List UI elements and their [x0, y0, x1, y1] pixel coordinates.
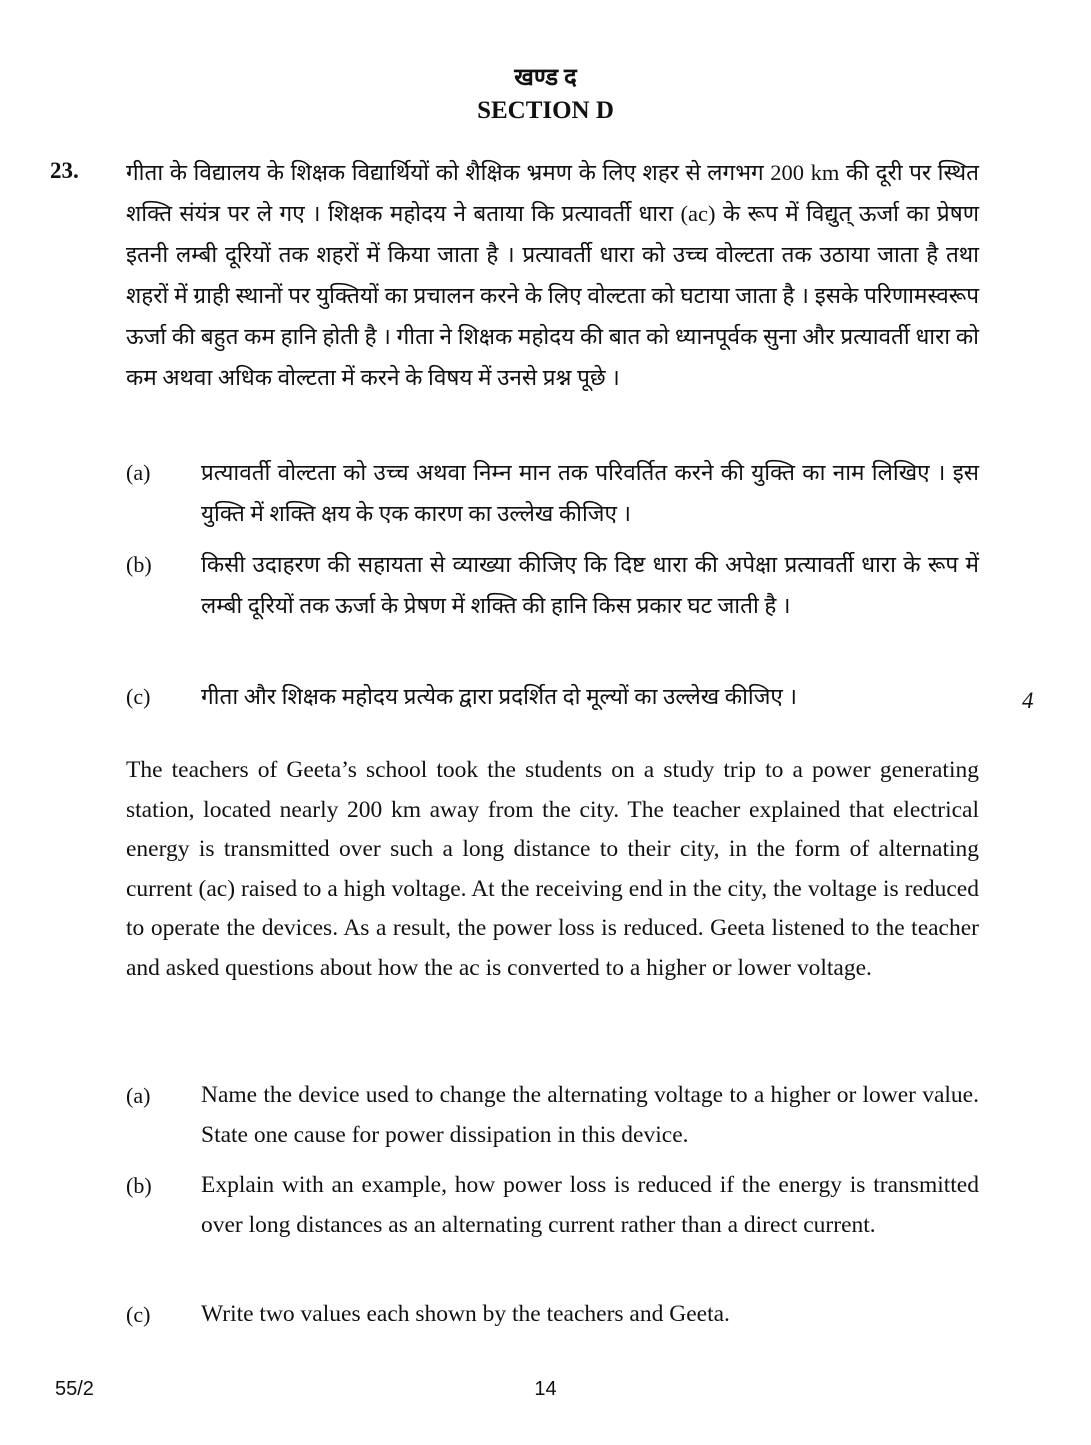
part-label: (a) [126, 460, 151, 485]
question-number: 23. [50, 158, 79, 183]
section-heading-english: SECTION D [477, 97, 614, 124]
paper-code: 55/2 [55, 1378, 94, 1400]
part-label: (b) [126, 552, 152, 577]
part-text: प्रत्यावर्ती वोल्टता को उच्च अथवा निम्न मान तक परिवर्तित करने की युक्ति का नाम लिखिए । इस युक्ति में शक्ति क्षय के एक कारण का उल्लेख कीजिए । [201, 460, 979, 526]
part-text: गीता और शिक्षक महोदय प्रत्येक द्वारा प्रदर्शित दो मूल्यों का उल्लेख कीजिए । [201, 684, 798, 709]
question-marks: 4 [1022, 688, 1034, 713]
part-text: किसी उदाहरण की सहायता से व्याख्या कीजिए कि दिष्ट धारा की अपेक्षा प्रत्यावर्ती धारा के रूप में लम्बी दूरियों तक ऊर्जा के प्रेषण में शक्ति की हानि किस प्रकार घट जाती है । [201, 552, 979, 618]
part-label: (a) [126, 1083, 151, 1108]
part-label: (b) [126, 1173, 152, 1198]
question-stem-english: The teachers of Geeta’s school took the students on a study trip to a power generating station, located nearly 200 km away from the city. The teacher explained that electrical energy is transmitted over such a long distance to their city, in the form of alternating current (ac) raised to a high voltage. At the receiving end in the city, the voltage is reduced to operate the devices. As a result, the power loss is reduced. Geeta listened to the teacher and asked questions about how the ac is converted to a higher or lower voltage. [126, 757, 979, 981]
question-stem-hindi: गीता के विद्यालय के शिक्षक विद्यार्थियों को शैक्षिक भ्रमण के लिए शहर से लगभग 200 km की दूरी पर स्थित शक्ति संयंत्र पर ले गए । शिक्षक महोदय ने बताया कि प्रत्यावर्ती धारा (ac) के रूप में विद्युत् ऊर्जा का प्रेषण इतनी लम्बी दूरियों तक शहरों में किया जाता है । प्रत्यावर्ती धारा को उच्च वोल्टता तक उठाया जाता है तथा शहरों में ग्राही स्थानों पर युक्तियों का प्रचालन करने के लिए वोल्टता को घटाया जाता है । इसके परिणामस्वरूप ऊर्जा की बहुत कम हानि होती है । गीता ने शिक्षक महोदय की बात को ध्यानपूर्वक सुना और प्रत्यावर्ती धारा को कम अथवा अधिक वोल्टता में करने के विषय में उनसे प्रश्न पूछे । [126, 160, 979, 390]
part-label: (c) [126, 1302, 151, 1327]
part-text: Name the device used to change the alternating voltage to a higher or lower value. State one cause for power dissipation in this device. [201, 1082, 979, 1148]
part-label: (c) [126, 684, 151, 709]
part-text: Explain with an example, how power loss is reduced if the energy is transmitted over long distances as an alternating current rather than a direct current. [201, 1172, 979, 1238]
part-text: Write two values each shown by the teachers and Geeta. [201, 1301, 730, 1327]
section-heading-hindi: खण्ड द [514, 65, 577, 91]
page-number: 14 [534, 1378, 557, 1400]
